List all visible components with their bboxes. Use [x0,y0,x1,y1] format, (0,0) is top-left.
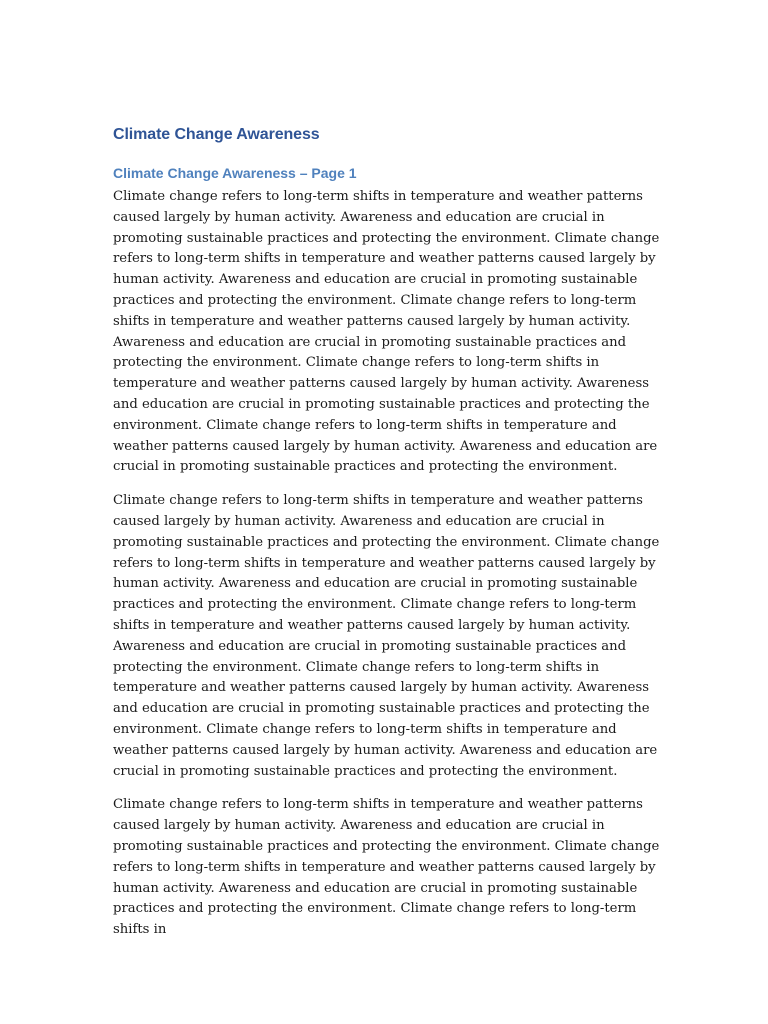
paragraph-3: Climate change refers to long-term shifts in temperature and weather patterns caused largely by human activity. Awareness and education are crucial in promoting sustainable practices and protecting the environment. Climate change refers to long-term shifts in temperature and weather patterns caused largely by human activity. Awareness and education are crucial in promoting sustainable practices and protecting the environment. Climate change refers to long-term shifts in [113,797,660,938]
paragraph-2: Climate change refers to long-term shifts in temperature and weather patterns caused largely by human activity. Awareness and education are crucial in promoting sustainable practices and protecting the environment. Climate change refers to long-term shifts in temperature and weather patterns caused largely by human activity. Awareness and education are crucial in promoting sustainable practices and protecting the environment. Climate change refers to long-term shifts in temperature and weather patterns caused largely by human activity. Awareness and education are crucial in promoting sustainable practices and protecting the environment. Climate change refers to long-term shifts in temperature and weather patterns caused largely by human activity. Awareness and education are crucial in promoting sustainable practices and protecting the environment. Climate change refers to long-term shifts in temperature and weather patterns caused largely by human activity. Awareness and education are crucial in promoting sustainable practices and protecting the environment. [113,493,660,779]
document-title: Climate Change Awareness [113,126,320,143]
paragraph-1: Climate change refers to long-term shifts in temperature and weather patterns caused largely by human activity. Awareness and education are crucial in promoting sustainable practices and protecting the environment. Climate change refers to long-term shifts in temperature and weather patterns caused largely by human activity. Awareness and education are crucial in promoting sustainable practices and protecting the environment. Climate change refers to long-term shifts in temperature and weather patterns caused largely by human activity. Awareness and education are crucial in promoting sustainable practices and protecting the environment. Climate change refers to long-term shifts in temperature and weather patterns caused largely by human activity. Awareness and education are crucial in promoting sustainable practices and protecting the environment. Climate change refers to long-term shifts in temperature and weather patterns caused largely by human activity. Awareness and education are crucial in promoting sustainable practices and protecting the environment. [113,189,660,475]
section-heading: Climate Change Awareness – Page 1 [113,165,357,181]
document-body [113,124,661,954]
